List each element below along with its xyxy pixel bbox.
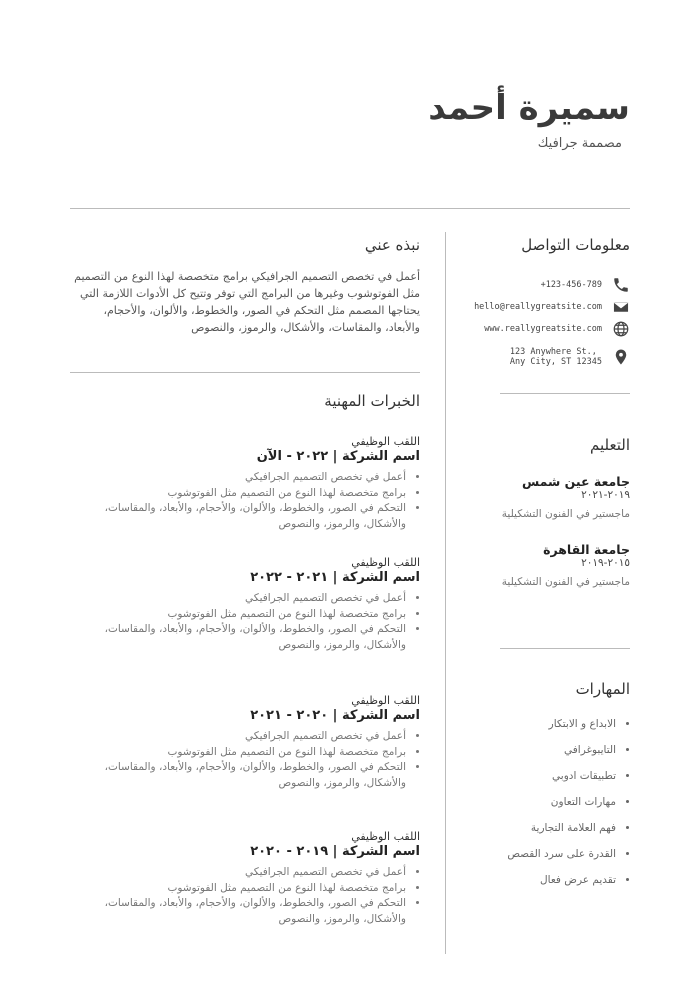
education-dates: ٢٠١٥-٢٠١٩ bbox=[581, 557, 630, 569]
contact-website[interactable] bbox=[430, 318, 630, 340]
job-title: اللقب الوظيفي bbox=[351, 830, 420, 843]
job-bullet: • أعمل في تخصص التصميم الجرافيكي bbox=[90, 865, 406, 881]
job-bullet: • برامج متخصصة لهذا النوع من التصميم مثل الفوتوشوب bbox=[90, 607, 406, 623]
about-divider bbox=[70, 372, 420, 373]
contact-email[interactable] bbox=[430, 296, 630, 318]
job-title: اللقب الوظيفي bbox=[351, 435, 420, 448]
experience-heading: الخبرات المهنية bbox=[324, 392, 420, 410]
education-section bbox=[460, 436, 630, 588]
phone-text: +123-456-789 bbox=[540, 280, 602, 290]
job-entry bbox=[90, 694, 420, 791]
candidate-name: سميرة أحمد bbox=[428, 88, 630, 128]
experience-section bbox=[70, 392, 420, 410]
skills-section bbox=[460, 680, 630, 900]
candidate-title: مصممة جرافيك bbox=[537, 136, 622, 151]
job-company-dates: اسم الشركة | ٢٠٢١ - ٢٠٢٢ bbox=[250, 570, 420, 585]
job-bullet: • التحكم في الصور، والخطوط، والألوان، والأحجام، والأبعاد، والمقاسات، والأشكال، والرموز، والنصوص bbox=[90, 622, 406, 653]
school-name: جامعة عين شمس bbox=[521, 474, 630, 489]
skill-item: • الابداع و الابتكار bbox=[460, 718, 616, 744]
contact-section bbox=[430, 236, 630, 374]
job-title: اللقب الوظيفي bbox=[351, 694, 420, 707]
email-text: hello@reallygreatsite.com bbox=[474, 302, 602, 312]
header-divider bbox=[70, 208, 630, 209]
skill-item: • التايبوغرافي bbox=[460, 744, 616, 770]
about-section bbox=[70, 236, 420, 336]
skill-item: • تقديم عرض فعال bbox=[460, 874, 616, 900]
education-dates: ٢٠١٩-٢٠٢١ bbox=[581, 489, 630, 501]
job-bullet: • التحكم في الصور، والخطوط، والألوان، والأحجام، والأبعاد، والمقاسات، والأشكال، والرموز، والنصوص bbox=[90, 896, 406, 927]
job-bullet: • برامج متخصصة لهذا النوع من التصميم مثل الفوتوشوب bbox=[90, 486, 406, 502]
job-bullet: • أعمل في تخصص التصميم الجرافيكي bbox=[90, 729, 406, 745]
contact-heading: معلومات التواصل bbox=[521, 236, 630, 254]
skill-item: • مهارات التعاون bbox=[460, 796, 616, 822]
education-heading: التعليم bbox=[590, 436, 630, 454]
education-entry bbox=[460, 542, 630, 588]
education-entry bbox=[460, 474, 630, 520]
job-bullet: • التحكم في الصور، والخطوط، والألوان، والأحجام، والأبعاد، والمقاسات، والأشكال، والرموز، والنصوص bbox=[90, 501, 406, 532]
education-degree: ماجستير في الفنون التشكيلية bbox=[501, 508, 630, 520]
skills-heading: المهارات bbox=[575, 680, 630, 698]
job-entry bbox=[90, 556, 420, 653]
job-entry bbox=[90, 435, 420, 532]
job-company-dates: اسم الشركة | ٢٠١٩ - ٢٠٢٠ bbox=[250, 844, 420, 859]
education-degree: ماجستير في الفنون التشكيلية bbox=[501, 576, 630, 588]
phone-icon bbox=[612, 276, 630, 294]
contact-address bbox=[430, 340, 630, 374]
school-name: جامعة القاهرة bbox=[543, 542, 630, 557]
website-text: www.reallygreatsite.com bbox=[484, 324, 602, 334]
education-divider bbox=[500, 648, 630, 649]
job-bullet: • برامج متخصصة لهذا النوع من التصميم مثل الفوتوشوب bbox=[90, 881, 406, 897]
job-title: اللقب الوظيفي bbox=[351, 556, 420, 569]
about-heading: نبذه عني bbox=[364, 236, 420, 254]
address-line2: Any City, ST 12345 bbox=[509, 357, 602, 367]
job-entry bbox=[90, 830, 420, 927]
job-company-dates: اسم الشركة | ٢٠٢٠ - ٢٠٢١ bbox=[250, 708, 420, 723]
job-company-dates: اسم الشركة | ٢٠٢٢ - الآن bbox=[256, 449, 420, 464]
globe-icon bbox=[612, 320, 630, 338]
job-bullet: • أعمل في تخصص التصميم الجرافيكي bbox=[90, 591, 406, 607]
skill-item: • القدرة على سرد القصص bbox=[460, 848, 616, 874]
contact-divider bbox=[500, 393, 630, 394]
job-bullet: • أعمل في تخصص التصميم الجرافيكي bbox=[90, 470, 406, 486]
contact-phone[interactable] bbox=[430, 274, 630, 296]
job-bullet: • التحكم في الصور، والخطوط، والألوان، والأحجام، والأبعاد، والمقاسات، والأشكال، والرموز، والنصوص bbox=[90, 760, 406, 791]
address-line1: 123 Anywhere St., bbox=[509, 347, 597, 357]
about-text: أعمل في تخصص التصميم الجرافيكي برامج متخصصة لهذا النوع من التصميم مثل الفوتوشوب وغيرها من البرامج التي توفر وتتيح كل الأدوات اللازمة التي يحتاجها المصمم مثل التحكم في الصور، والخطوط، والألوان، والأحجام، والأبعاد، والمقاسات، والأشكال، والرموز، والنصوص bbox=[74, 270, 420, 334]
job-bullet: • برامج متخصصة لهذا النوع من التصميم مثل الفوتوشوب bbox=[90, 745, 406, 761]
location-pin-icon bbox=[612, 348, 630, 366]
skill-item: • فهم العلامة التجارية bbox=[460, 822, 616, 848]
envelope-icon bbox=[612, 298, 630, 316]
skill-item: • تطبيقات ادوبي bbox=[460, 770, 616, 796]
